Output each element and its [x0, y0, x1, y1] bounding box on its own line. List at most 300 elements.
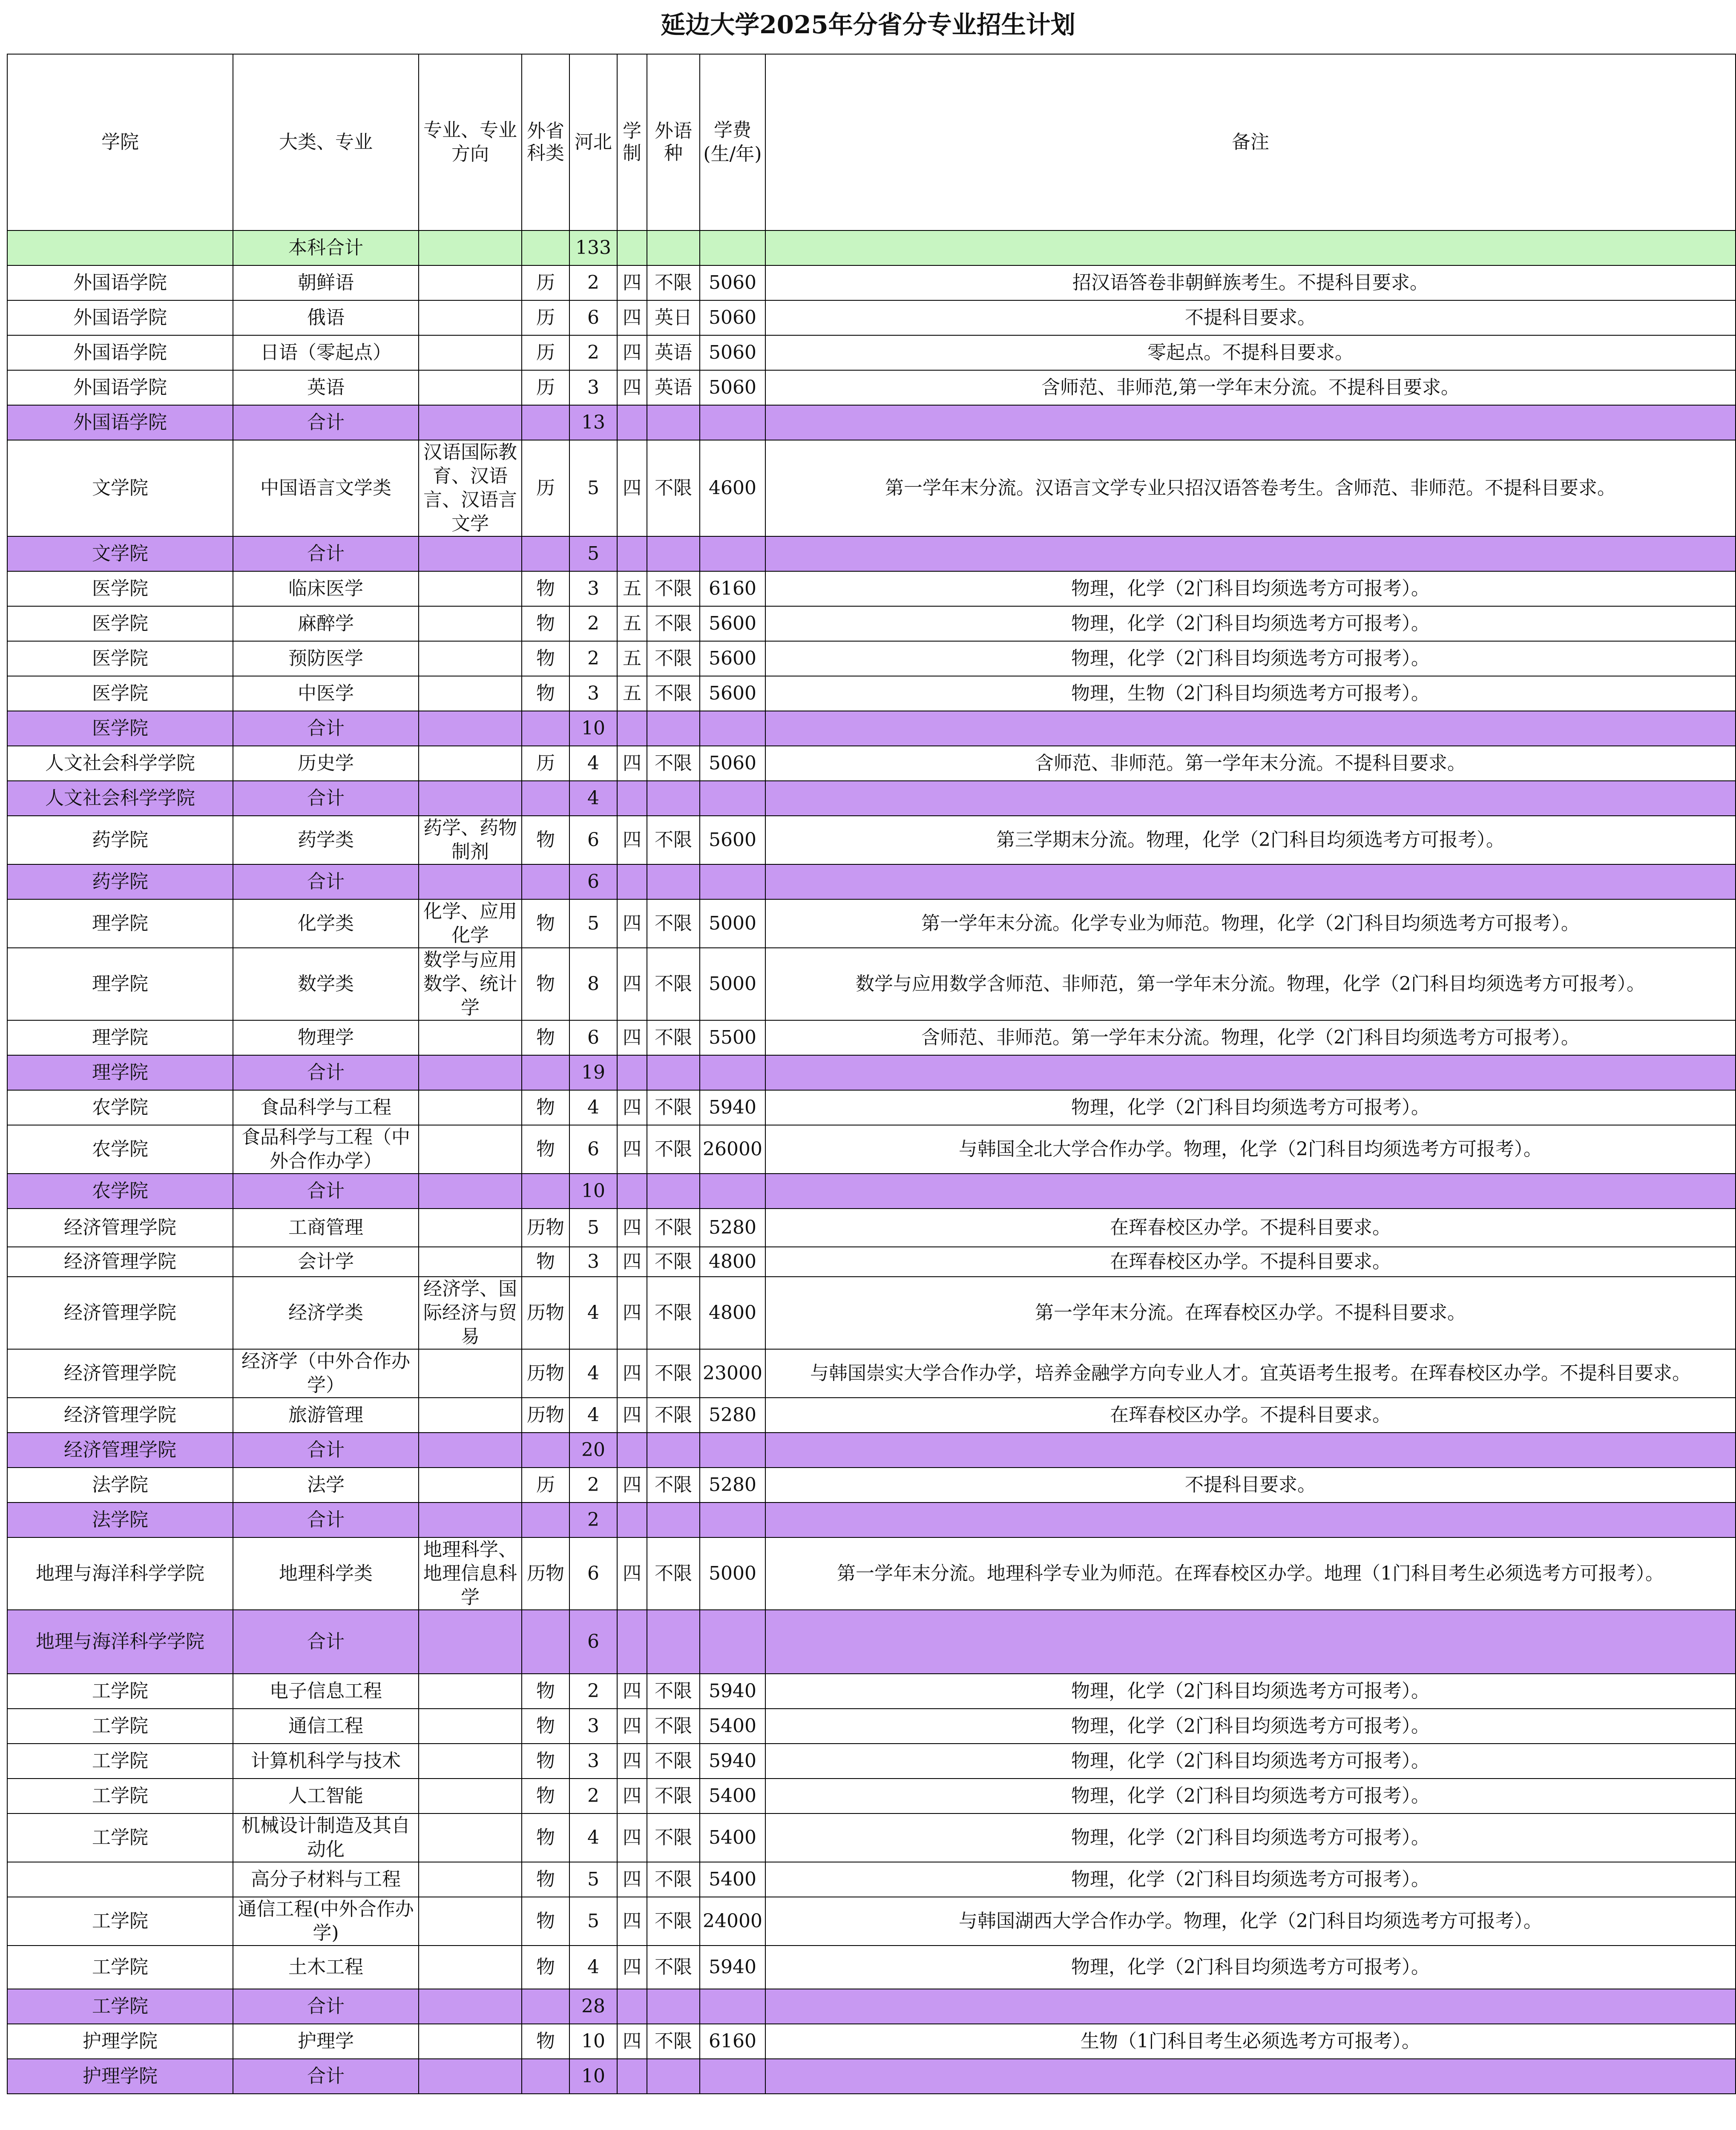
- language-cell: 不限: [647, 1897, 700, 1946]
- direction-cell: [419, 606, 522, 641]
- subject-cell: 历物: [522, 1209, 569, 1247]
- subject-cell: [522, 1503, 569, 1537]
- years-cell: [617, 536, 647, 571]
- note-cell: 在珲春校区办学。不提科目要求。: [765, 1247, 1736, 1277]
- college-cell: 医学院: [7, 571, 233, 606]
- hebei-count-cell: 5: [569, 536, 617, 571]
- table-row: [7, 1862, 1736, 1897]
- college-cell: 医学院: [7, 711, 233, 746]
- years-cell: 四: [617, 1862, 647, 1897]
- enrollment-plan-table: [7, 54, 1736, 2094]
- hebei-count-cell: 3: [569, 370, 617, 405]
- hebei-count-cell: 10: [569, 2024, 617, 2059]
- note-cell: [765, 864, 1736, 899]
- subject-cell: 物: [522, 2024, 569, 2059]
- direction-cell: [419, 1610, 522, 1674]
- years-cell: 四: [617, 1674, 647, 1709]
- table-row: [7, 1709, 1736, 1744]
- fee-cell: 5060: [700, 265, 765, 300]
- note-cell: 第一学年末分流。在珲春校区办学。不提科目要求。: [765, 1277, 1736, 1349]
- grand-total-subject: [522, 230, 569, 265]
- years-cell: 五: [617, 641, 647, 676]
- fee-cell: [700, 864, 765, 899]
- years-cell: [617, 1610, 647, 1674]
- major-cell: 计算机科学与技术: [233, 1744, 419, 1779]
- subject-cell: 物: [522, 1779, 569, 1813]
- major-cell: 中国语言文学类: [233, 440, 419, 536]
- fee-cell: 5400: [700, 1862, 765, 1897]
- fee-cell: 5000: [700, 1537, 765, 1610]
- hebei-count-cell: 4: [569, 1946, 617, 1989]
- college-cell: 经济管理学院: [7, 1209, 233, 1247]
- note-cell: [765, 1503, 1736, 1537]
- note-cell: [765, 1055, 1736, 1090]
- college-cell: 工学院: [7, 1709, 233, 1744]
- direction-cell: [419, 536, 522, 571]
- hebei-count-cell: 4: [569, 781, 617, 816]
- table-row: [7, 1897, 1736, 1946]
- years-cell: 四: [617, 816, 647, 864]
- direction-cell: [419, 405, 522, 440]
- hebei-count-cell: 10: [569, 2059, 617, 2094]
- major-cell: 食品科学与工程: [233, 1090, 419, 1125]
- college-cell: 工学院: [7, 1897, 233, 1946]
- direction-cell: [419, 641, 522, 676]
- years-cell: 四: [617, 1468, 647, 1503]
- language-cell: [647, 711, 700, 746]
- hebei-count-cell: 6: [569, 1020, 617, 1055]
- subject-cell: [522, 405, 569, 440]
- years-cell: 四: [617, 1090, 647, 1125]
- language-cell: 不限: [647, 746, 700, 781]
- subject-cell: 物: [522, 606, 569, 641]
- table-row: [7, 2024, 1736, 2059]
- subject-cell: 历: [522, 1468, 569, 1503]
- college-cell: 医学院: [7, 641, 233, 676]
- table-row: [7, 571, 1736, 606]
- years-cell: 四: [617, 265, 647, 300]
- header-note: 备注: [765, 54, 1736, 230]
- language-cell: 不限: [647, 816, 700, 864]
- note-cell: [765, 1433, 1736, 1468]
- subtotal-row: [7, 1433, 1736, 1468]
- note-cell: 物理，化学（2门科目均须选考方可报考）。: [765, 1674, 1736, 1709]
- header-hebei: 河北: [569, 54, 617, 230]
- direction-cell: [419, 1709, 522, 1744]
- language-cell: 不限: [647, 899, 700, 948]
- years-cell: 五: [617, 676, 647, 711]
- language-cell: 不限: [647, 1468, 700, 1503]
- hebei-count-cell: 10: [569, 711, 617, 746]
- direction-cell: [419, 1174, 522, 1209]
- subject-cell: 历物: [522, 1277, 569, 1349]
- note-cell: 物理，化学（2门科目均须选考方可报考）。: [765, 1862, 1736, 1897]
- major-cell: 预防医学: [233, 641, 419, 676]
- subject-cell: [522, 1055, 569, 1090]
- table-row: [7, 1349, 1736, 1398]
- language-cell: 不限: [647, 948, 700, 1020]
- years-cell: [617, 1055, 647, 1090]
- note-cell: 物理，化学（2门科目均须选考方可报考）。: [765, 1709, 1736, 1744]
- major-cell: 人工智能: [233, 1779, 419, 1813]
- language-cell: 英语: [647, 370, 700, 405]
- fee-cell: 5940: [700, 1744, 765, 1779]
- language-cell: [647, 405, 700, 440]
- note-cell: 物理，化学（2门科目均须选考方可报考）。: [765, 641, 1736, 676]
- direction-cell: [419, 1433, 522, 1468]
- hebei-count-cell: 5: [569, 440, 617, 536]
- college-cell: 工学院: [7, 1813, 233, 1862]
- subject-cell: [522, 711, 569, 746]
- fee-cell: [700, 2059, 765, 2094]
- grand-total-label: 本科合计: [233, 230, 419, 265]
- college-cell: [7, 1862, 233, 1897]
- note-cell: 与韩国湖西大学合作办学。物理，化学（2门科目均须选考方可报考）。: [765, 1897, 1736, 1946]
- fee-cell: 5000: [700, 899, 765, 948]
- fee-cell: 5280: [700, 1468, 765, 1503]
- subject-cell: 历物: [522, 1537, 569, 1610]
- direction-cell: [419, 1989, 522, 2024]
- major-cell: 合计: [233, 1610, 419, 1674]
- direction-cell: [419, 1862, 522, 1897]
- college-cell: 人文社会科学学院: [7, 781, 233, 816]
- language-cell: 不限: [647, 265, 700, 300]
- fee-cell: 5600: [700, 641, 765, 676]
- years-cell: 四: [617, 300, 647, 335]
- college-cell: 理学院: [7, 1020, 233, 1055]
- fee-cell: 5400: [700, 1779, 765, 1813]
- note-cell: 生物（1门科目考生必须选考方可报考）。: [765, 2024, 1736, 2059]
- major-cell: 中医学: [233, 676, 419, 711]
- major-cell: 英语: [233, 370, 419, 405]
- major-cell: 法学: [233, 1468, 419, 1503]
- major-cell: 通信工程(中外合作办学): [233, 1897, 419, 1946]
- table-row: [7, 1090, 1736, 1125]
- college-cell: 农学院: [7, 1125, 233, 1174]
- hebei-count-cell: 2: [569, 1503, 617, 1537]
- language-cell: 不限: [647, 1674, 700, 1709]
- subject-cell: [522, 781, 569, 816]
- college-cell: 法学院: [7, 1468, 233, 1503]
- language-cell: 不限: [647, 1744, 700, 1779]
- college-cell: 农学院: [7, 1174, 233, 1209]
- language-cell: 不限: [647, 2024, 700, 2059]
- fee-cell: 4600: [700, 440, 765, 536]
- hebei-count-cell: 3: [569, 1744, 617, 1779]
- direction-cell: [419, 1247, 522, 1277]
- note-cell: 与韩国全北大学合作办学。物理，化学（2门科目均须选考方可报考）。: [765, 1125, 1736, 1174]
- header-row: [7, 54, 1736, 230]
- subtotal-row: [7, 536, 1736, 571]
- language-cell: 不限: [647, 1125, 700, 1174]
- language-cell: 不限: [647, 1709, 700, 1744]
- college-cell: 理学院: [7, 1055, 233, 1090]
- major-cell: 合计: [233, 405, 419, 440]
- hebei-count-cell: 5: [569, 1862, 617, 1897]
- direction-cell: [419, 2024, 522, 2059]
- language-cell: 不限: [647, 571, 700, 606]
- note-cell: 物理，化学（2门科目均须选考方可报考）。: [765, 1744, 1736, 1779]
- subtotal-row: [7, 1610, 1736, 1674]
- language-cell: [647, 1055, 700, 1090]
- grand-total-hebei: 133: [569, 230, 617, 265]
- note-cell: 物理，化学（2门科目均须选考方可报考）。: [765, 1946, 1736, 1989]
- direction-cell: [419, 864, 522, 899]
- note-cell: [765, 2059, 1736, 2094]
- table-row: [7, 335, 1736, 370]
- language-cell: 英日: [647, 300, 700, 335]
- major-cell: 合计: [233, 864, 419, 899]
- college-cell: 经济管理学院: [7, 1277, 233, 1349]
- hebei-count-cell: 2: [569, 1674, 617, 1709]
- table-row: [7, 1277, 1736, 1349]
- table-row: [7, 440, 1736, 536]
- years-cell: 四: [617, 1709, 647, 1744]
- header-subject: 外省科类: [522, 54, 569, 230]
- direction-cell: 化学、应用化学: [419, 899, 522, 948]
- years-cell: 四: [617, 1537, 647, 1610]
- direction-cell: [419, 1209, 522, 1247]
- note-cell: 数学与应用数学含师范、非师范，第一学年末分流。物理，化学（2门科目均须选考方可报考）。: [765, 948, 1736, 1020]
- years-cell: 四: [617, 899, 647, 948]
- subject-cell: 物: [522, 1946, 569, 1989]
- table-row: [7, 816, 1736, 864]
- hebei-count-cell: 5: [569, 899, 617, 948]
- fee-cell: [700, 1989, 765, 2024]
- hebei-count-cell: 28: [569, 1989, 617, 2024]
- hebei-count-cell: 13: [569, 405, 617, 440]
- subject-cell: 物: [522, 1709, 569, 1744]
- direction-cell: [419, 781, 522, 816]
- fee-cell: 5280: [700, 1398, 765, 1433]
- language-cell: [647, 1433, 700, 1468]
- note-cell: 物理，化学（2门科目均须选考方可报考）。: [765, 1813, 1736, 1862]
- note-cell: 物理，生物（2门科目均须选考方可报考）。: [765, 676, 1736, 711]
- major-cell: 旅游管理: [233, 1398, 419, 1433]
- major-cell: 麻醉学: [233, 606, 419, 641]
- subject-cell: 历: [522, 746, 569, 781]
- years-cell: [617, 1433, 647, 1468]
- college-cell: 工学院: [7, 1989, 233, 2024]
- language-cell: 不限: [647, 1247, 700, 1277]
- fee-cell: 5940: [700, 1674, 765, 1709]
- hebei-count-cell: 4: [569, 746, 617, 781]
- hebei-count-cell: 10: [569, 1174, 617, 1209]
- college-cell: 经济管理学院: [7, 1398, 233, 1433]
- hebei-count-cell: 6: [569, 816, 617, 864]
- table-row: [7, 1946, 1736, 1989]
- years-cell: [617, 1989, 647, 2024]
- subject-cell: 物: [522, 1020, 569, 1055]
- table-row: [7, 641, 1736, 676]
- subject-cell: [522, 536, 569, 571]
- years-cell: [617, 405, 647, 440]
- grand-total-years: [617, 230, 647, 265]
- table-row: [7, 1537, 1736, 1610]
- hebei-count-cell: 2: [569, 641, 617, 676]
- hebei-count-cell: 6: [569, 1125, 617, 1174]
- years-cell: 四: [617, 1744, 647, 1779]
- years-cell: 四: [617, 1209, 647, 1247]
- direction-cell: [419, 300, 522, 335]
- table-row: [7, 1744, 1736, 1779]
- fee-cell: 5600: [700, 606, 765, 641]
- subject-cell: 物: [522, 1897, 569, 1946]
- table-row: [7, 1813, 1736, 1862]
- subject-cell: 物: [522, 1862, 569, 1897]
- fee-cell: 5940: [700, 1090, 765, 1125]
- header-years: 学制: [617, 54, 647, 230]
- major-cell: 护理学: [233, 2024, 419, 2059]
- table-row: [7, 676, 1736, 711]
- major-cell: 土木工程: [233, 1946, 419, 1989]
- years-cell: 四: [617, 1946, 647, 1989]
- header-college: 学院: [7, 54, 233, 230]
- years-cell: 四: [617, 370, 647, 405]
- note-cell: [765, 1989, 1736, 2024]
- direction-cell: [419, 1744, 522, 1779]
- header-direction: 专业、专业方向: [419, 54, 522, 230]
- table-row: [7, 948, 1736, 1020]
- note-cell: [765, 781, 1736, 816]
- fee-cell: [700, 1503, 765, 1537]
- direction-cell: [419, 1674, 522, 1709]
- college-cell: 理学院: [7, 899, 233, 948]
- major-cell: 合计: [233, 536, 419, 571]
- major-cell: 高分子材料与工程: [233, 1862, 419, 1897]
- note-cell: 第三学期末分流。物理，化学（2门科目均须选考方可报考）。: [765, 816, 1736, 864]
- years-cell: 四: [617, 1897, 647, 1946]
- major-cell: 数学类: [233, 948, 419, 1020]
- table-row: [7, 1398, 1736, 1433]
- years-cell: 四: [617, 1779, 647, 1813]
- college-cell: 药学院: [7, 816, 233, 864]
- college-cell: 护理学院: [7, 2024, 233, 2059]
- fee-cell: 5400: [700, 1813, 765, 1862]
- subtotal-row: [7, 1989, 1736, 2024]
- language-cell: 不限: [647, 1277, 700, 1349]
- years-cell: 五: [617, 571, 647, 606]
- hebei-count-cell: 2: [569, 1468, 617, 1503]
- language-cell: 不限: [647, 1020, 700, 1055]
- subtotal-row: [7, 2059, 1736, 2094]
- note-cell: 含师范、非师范。第一学年末分流。不提科目要求。: [765, 746, 1736, 781]
- college-cell: 外国语学院: [7, 265, 233, 300]
- language-cell: 不限: [647, 1779, 700, 1813]
- years-cell: 四: [617, 1125, 647, 1174]
- direction-cell: [419, 1398, 522, 1433]
- hebei-count-cell: 6: [569, 864, 617, 899]
- note-cell: 零起点。不提科目要求。: [765, 335, 1736, 370]
- fee-cell: 23000: [700, 1349, 765, 1398]
- major-cell: 历史学: [233, 746, 419, 781]
- hebei-count-cell: 8: [569, 948, 617, 1020]
- fee-cell: [700, 1174, 765, 1209]
- fee-cell: [700, 536, 765, 571]
- years-cell: [617, 2059, 647, 2094]
- subject-cell: 物: [522, 571, 569, 606]
- fee-cell: 5060: [700, 370, 765, 405]
- years-cell: 四: [617, 1277, 647, 1349]
- major-cell: 合计: [233, 1989, 419, 2024]
- subject-cell: 物: [522, 1125, 569, 1174]
- header-fee: 学费(生/年): [700, 54, 765, 230]
- subject-cell: 物: [522, 1744, 569, 1779]
- subtotal-row: [7, 864, 1736, 899]
- hebei-count-cell: 2: [569, 335, 617, 370]
- hebei-count-cell: 6: [569, 1537, 617, 1610]
- subtotal-row: [7, 405, 1736, 440]
- college-cell: 护理学院: [7, 2059, 233, 2094]
- language-cell: [647, 1174, 700, 1209]
- college-cell: 文学院: [7, 440, 233, 536]
- fee-cell: 5600: [700, 816, 765, 864]
- subject-cell: [522, 864, 569, 899]
- hebei-count-cell: 2: [569, 606, 617, 641]
- years-cell: 四: [617, 1247, 647, 1277]
- subject-cell: 历: [522, 265, 569, 300]
- subject-cell: 物: [522, 899, 569, 948]
- college-cell: 工学院: [7, 1674, 233, 1709]
- language-cell: 不限: [647, 1862, 700, 1897]
- note-cell: 在珲春校区办学。不提科目要求。: [765, 1209, 1736, 1247]
- subject-cell: 历: [522, 440, 569, 536]
- language-cell: 不限: [647, 1349, 700, 1398]
- hebei-count-cell: 2: [569, 265, 617, 300]
- major-cell: 食品科学与工程（中外合作办学）: [233, 1125, 419, 1174]
- subject-cell: 物: [522, 816, 569, 864]
- note-cell: 第一学年末分流。化学专业为师范。物理，化学（2门科目均须选考方可报考）。: [765, 899, 1736, 948]
- hebei-count-cell: 19: [569, 1055, 617, 1090]
- subtotal-row: [7, 1055, 1736, 1090]
- table-row: [7, 370, 1736, 405]
- subject-cell: 物: [522, 1090, 569, 1125]
- college-cell: 外国语学院: [7, 300, 233, 335]
- major-cell: 合计: [233, 781, 419, 816]
- header-major: 大类、专业: [233, 54, 419, 230]
- direction-cell: 地理科学、地理信息科学: [419, 1537, 522, 1610]
- hebei-count-cell: 4: [569, 1349, 617, 1398]
- grand-total-direction: [419, 230, 522, 265]
- fee-cell: 5060: [700, 746, 765, 781]
- hebei-count-cell: 6: [569, 1610, 617, 1674]
- note-cell: 招汉语答卷非朝鲜族考生。不提科目要求。: [765, 265, 1736, 300]
- direction-cell: 汉语国际教育、汉语言、汉语言文学: [419, 440, 522, 536]
- hebei-count-cell: 5: [569, 1209, 617, 1247]
- college-cell: 地理与海洋科学学院: [7, 1537, 233, 1610]
- hebei-count-cell: 20: [569, 1433, 617, 1468]
- subject-cell: 物: [522, 948, 569, 1020]
- language-cell: [647, 864, 700, 899]
- college-cell: 农学院: [7, 1090, 233, 1125]
- subject-cell: 历物: [522, 1349, 569, 1398]
- direction-cell: [419, 2059, 522, 2094]
- college-cell: 外国语学院: [7, 335, 233, 370]
- direction-cell: [419, 1349, 522, 1398]
- table-row: [7, 606, 1736, 641]
- major-cell: 合计: [233, 1174, 419, 1209]
- direction-cell: [419, 1779, 522, 1813]
- language-cell: [647, 1989, 700, 2024]
- fee-cell: [700, 1610, 765, 1674]
- language-cell: 英语: [647, 335, 700, 370]
- major-cell: 日语（零起点）: [233, 335, 419, 370]
- hebei-count-cell: 3: [569, 676, 617, 711]
- hebei-count-cell: 3: [569, 1709, 617, 1744]
- years-cell: 四: [617, 1020, 647, 1055]
- note-cell: [765, 1174, 1736, 1209]
- table-row: [7, 899, 1736, 948]
